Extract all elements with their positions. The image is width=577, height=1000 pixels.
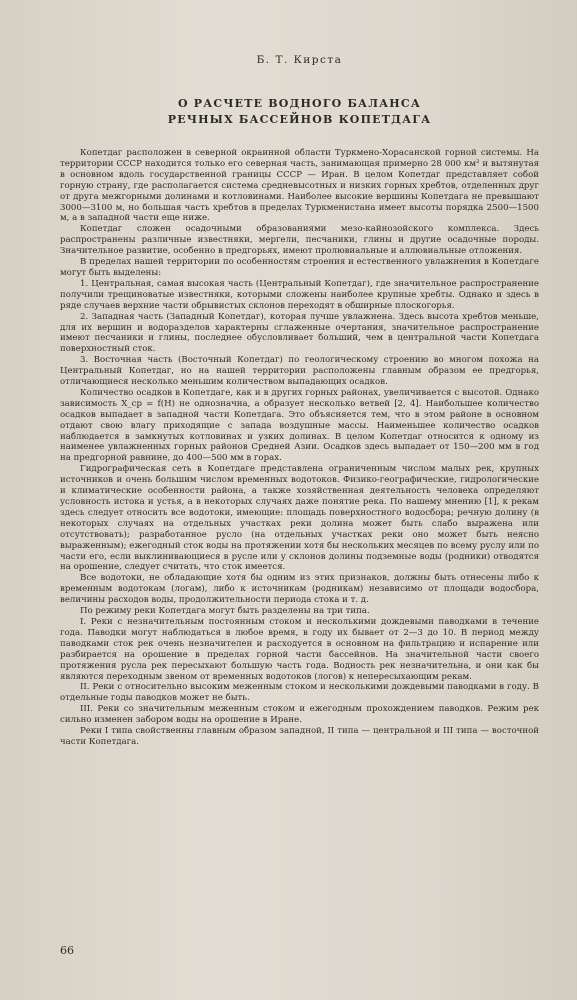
paragraph-hydrography: Гидрографическая сеть в Копетдаге представлена ограниченным числом малых рек, крупных источников и очень большим числом временных водотоков. Физико-географические, гидрологические и климатические особенности района, а также хозяйственная деятельность человека определяют условность истока и устья, а в некоторых случаях даже понятие река. По нашему мнению [1], к рекам здесь следует относить все водотоки, имеющие: площадь поверхностного водосбора; речную долину (в некоторых случаях на отдельных участках реки долина может быть слабо выражена или отсутствовать); разработанное русло (на отдельных участках реки оно может быть неясно выраженным); ежегодный сток воды на протяжении хотя бы нескольких месяцев по всему руслу или по части его, если выклинивающиеся в русле или у склонов долины подземные воды (родники) отводятся на орошение, следует считать, что сток имеется. xyxy=(60,464,539,573)
paragraph-type-2: II. Реки с относительно высоким меженным стоком и несколькими дождевыми паводками в году. В отдельные годы паводков может не быть. xyxy=(60,682,539,704)
paragraph-types-intro: По режиму реки Копетдага могут быть разделены на три типа. xyxy=(80,606,370,617)
author-name: Б. Т. Кирста xyxy=(256,54,343,66)
paragraph-type-1: I. Реки с незначительным постоянным стоком и несколькими дождевыми паводками в течение года. Паводки могут наблюдаться в любое время, в году их бывает от 2—3 до 10. В период между паводками сток рек очень незначителен и расходуется в основном на фильтрацию и испарение или разбирается на орошение в пределах горной части бассейнов. На значительной части своего протяжения русла рек пересыхают большую часть года. Водность рек незначительна, и они как бы являются переходным звеном от временных водотоков (логов) к непересыхающим рекам. xyxy=(60,616,539,682)
paragraph-region-central: 1. Центральная, самая высокая часть (Центральный Копетдаг), где значительное распространение получили трещиноватые известняки, которыми сложены наиболее крупные хребты. Однако и здесь в ряде случаев верхние части обрывистых склонов переходят в обширные плоскогорья. xyxy=(60,278,539,311)
page-number: 66 xyxy=(60,944,74,957)
paragraph-region-western: 2. Западная часть (Западный Копетдаг), которая лучше увлажнена. Здесь высота хребтов меньше, для их вершин и водоразделов характерны сглаженные очертания, значительное распространение имеют песчаники и глины, последнее обусловливает больший, чем в центральной части Копетдага поверхностный сток. xyxy=(60,311,539,355)
article-body xyxy=(60,148,539,748)
paragraph-geology: Копетдаг сложен осадочными образованиями мезо-кайнозойского комплекса. Здесь распространены различные известняки, мергели, песчаники, глины и другие осадочные породы. Значительное развитие, особенно в предгорьях, имеют пролювиальные и аллювиальные отложения. xyxy=(60,224,539,257)
paragraph-intro: Копетдаг расположен в северной окраинной области Туркмено-Хорасанской горной системы. На территории СССР находится только его северная часть, занимающая примерно 28 000 км² и вытянутая в основном вдоль государственной границы СССР — Иран. В целом Копетдаг представляет собой горную страну, где располагается система средневысотных и низких горных хребтов, отделенных друг от друга межгорными долинами и котловинами. Наиболее высокие вершины Копетдага не превышают 3000—3100 м, но большая часть хребтов в пределах Туркменистана имеет высоты порядка 2500—1500 м, а в западной части еще ниже. xyxy=(60,148,539,224)
title-line-1: О РАСЧЕТЕ ВОДНОГО БАЛАНСА xyxy=(177,97,422,110)
paragraph-region-eastern: 3. Восточная часть (Восточный Копетдаг) по геологическому строению во многом похожа на Центральный Копетдаг, но на нашей территории расположены главным образом ее предгорья, отличающиеся несколько меньшим количеством выпадающих осадков. xyxy=(60,355,539,388)
article-title xyxy=(60,96,539,128)
paragraph-types-summary: Реки I типа свойственны главным образом западной, II типа — центральной и III типа — восточной части Копетдага. xyxy=(60,726,539,747)
paragraph-precipitation: Количество осадков в Копетдаге, как и в других горных районах, увеличивается с высотой. Однако зависимость X_ср = f(H) не однозначна, а образует несколько ветвей [2, 4]. Наибольшее количество осадков выпадает в западной части Копетдага. Это объясняется тем, что в этом районе в основном отдают свою влагу приходящие с запада воздушные массы. Наименьшее количество осадков наблюдается в замкнутых котловинах и узких долинах. В целом Копетдаг относится к одному из наименее увлажненных горных районов Средней Азии. Осадков здесь выпадает от 150—200 мм в год на предгорной равнине, до 400—500 мм в горах. xyxy=(60,387,539,464)
paragraph-regions-intro: В пределах нашей территории по особенностям строения и естественного увлажнения в Копетдаге могут быть выделены: xyxy=(60,257,539,278)
paragraph-watercourses: Все водотоки, не обладающие хотя бы одним из этих признаков, должны быть отнесены либо к временным водотокам (логам), либо к источникам (родникам) независимо от площади водосбора, величины расходов воды, продолжительности периода стока и т. д. xyxy=(60,573,539,606)
title-line-2: РЕЧНЫХ БАССЕЙНОВ КОПЕТДАГА xyxy=(167,113,432,126)
paragraph-type-3: III. Реки со значительным меженным стоком и ежегодным прохождением паводков. Режим рек сильно изменен забором воды на орошение в Иране. xyxy=(60,704,539,726)
